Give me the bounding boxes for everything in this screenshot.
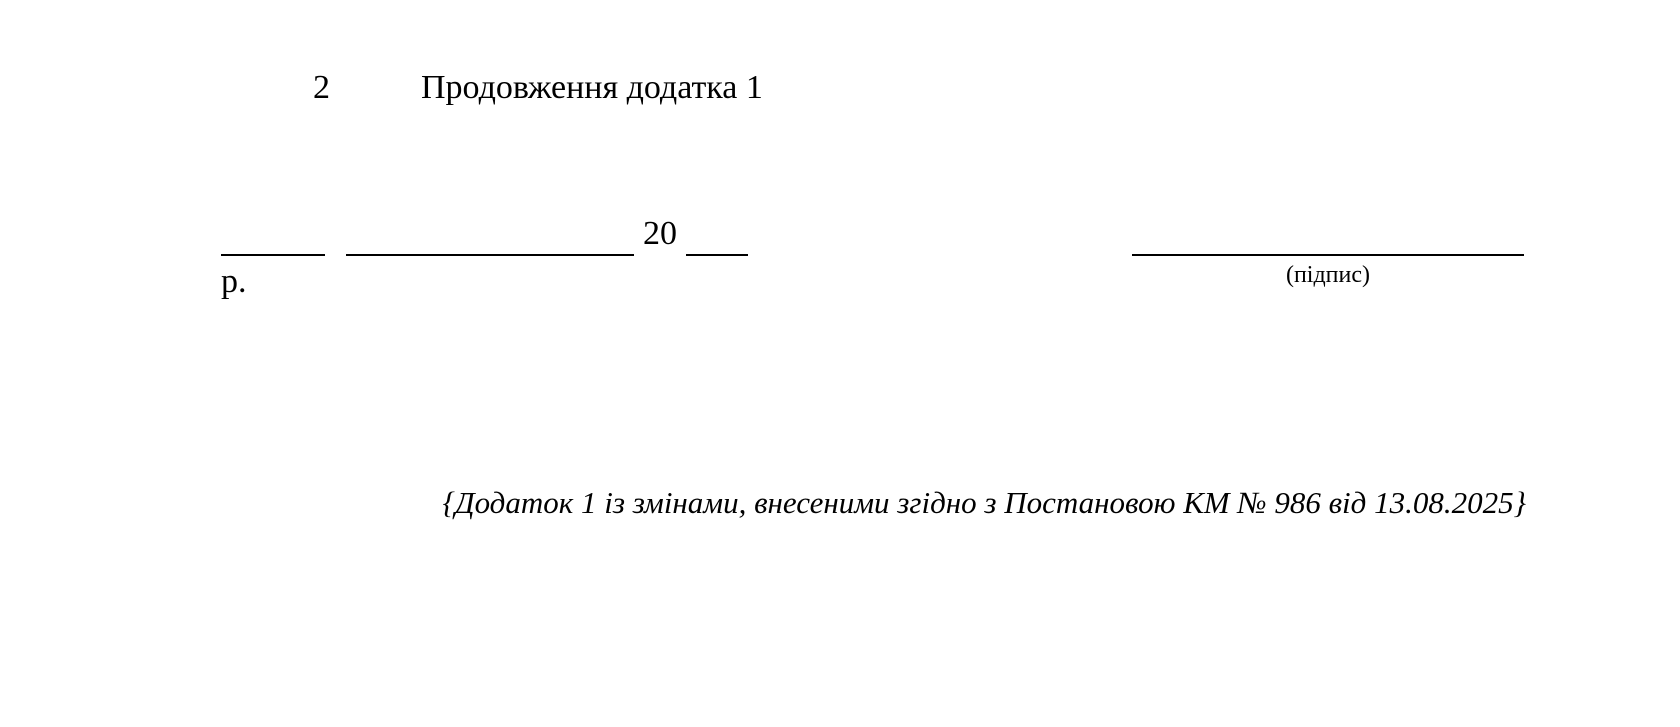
day-blank-line bbox=[221, 254, 325, 256]
signature-caption: (підпис) bbox=[1285, 262, 1371, 288]
year-suffix: р. bbox=[221, 263, 247, 300]
year-prefix: 20 bbox=[643, 215, 677, 252]
amendment-note: {Додаток 1 із змінами, внесеними згідно з Постановою КМ № 986 від 13.08.2025} bbox=[442, 485, 1526, 520]
year-blank-line bbox=[686, 254, 748, 256]
continuation-title: Продовження додатка 1 bbox=[421, 69, 763, 106]
signature-blank-line bbox=[1132, 254, 1524, 256]
page-number: 2 bbox=[313, 69, 330, 106]
month-blank-line bbox=[346, 254, 634, 256]
